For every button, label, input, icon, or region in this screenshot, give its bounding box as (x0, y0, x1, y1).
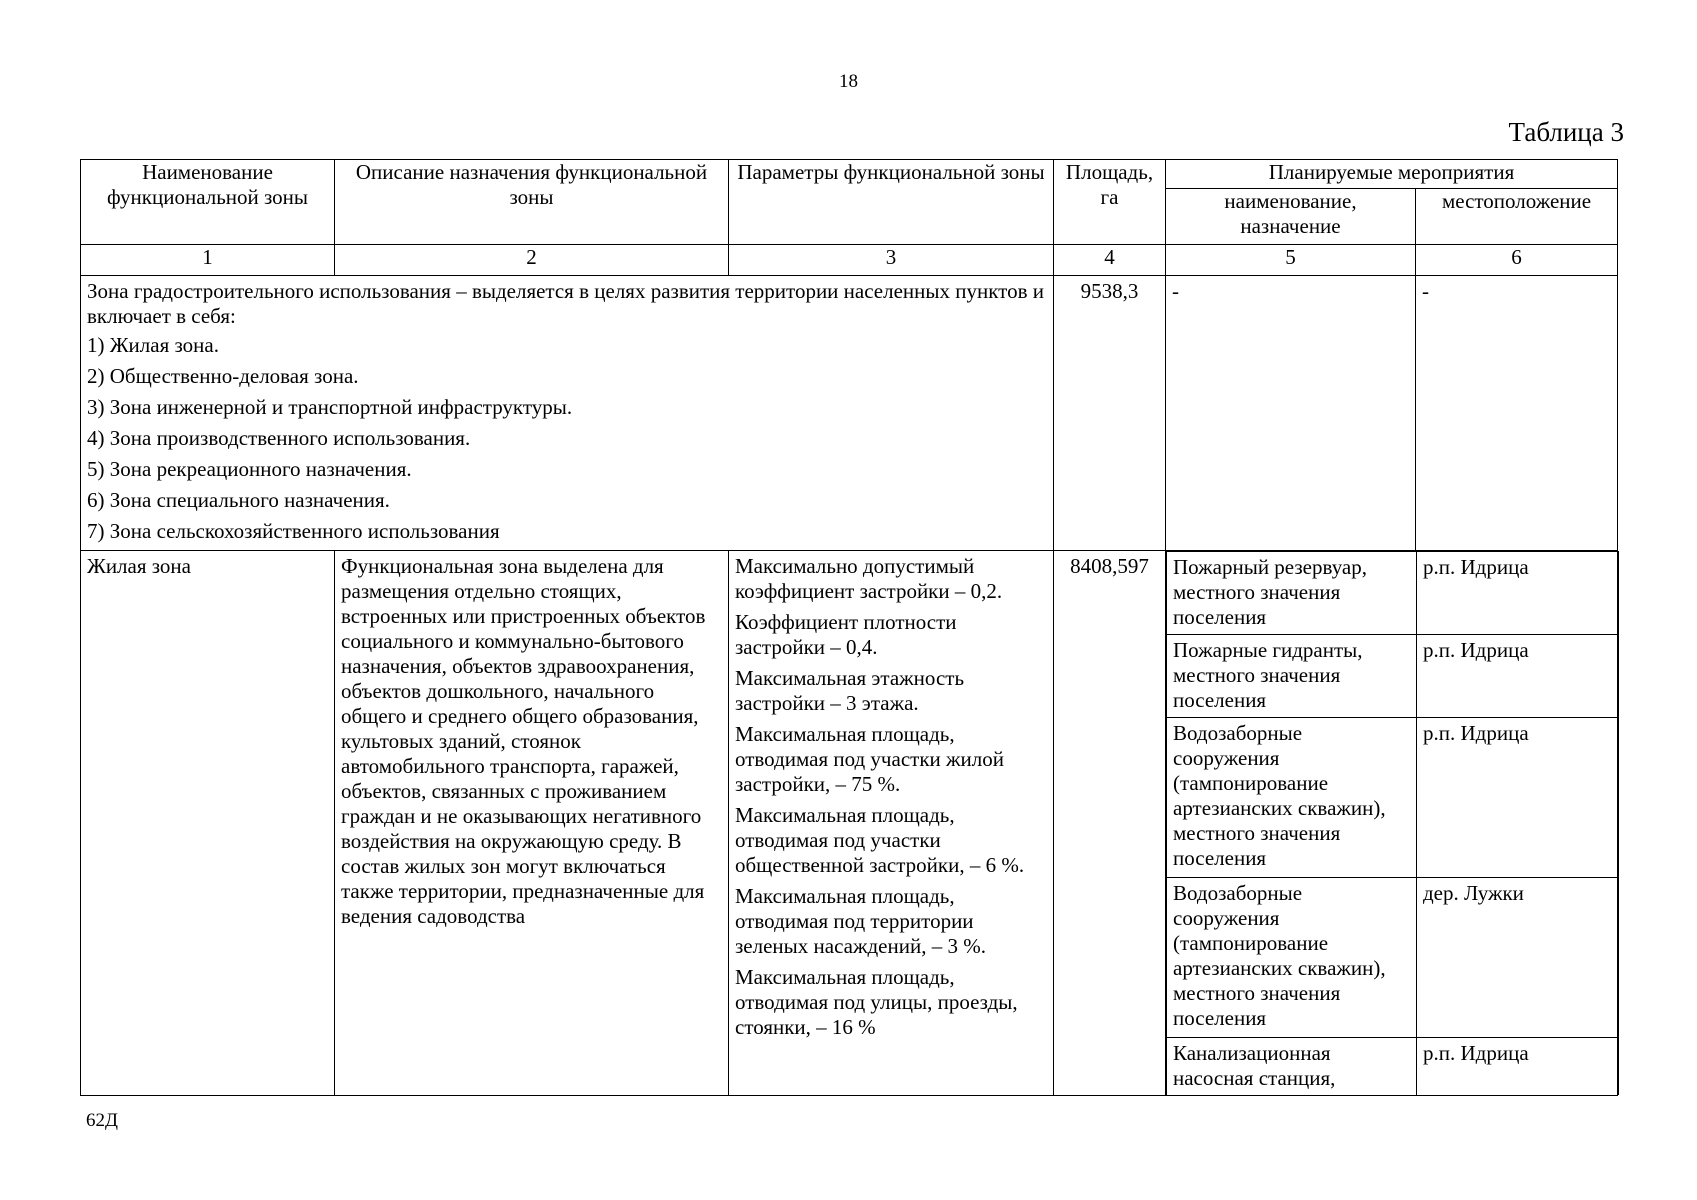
residential-zone-measures (1166, 551, 1618, 1096)
urban-zone-area: 9538,3 (1054, 276, 1166, 551)
measure-row (1167, 635, 1619, 718)
header-measure-location: местоположение (1416, 189, 1618, 245)
header-measure-name: наименование, назначение (1166, 189, 1416, 245)
column-number: 5 (1166, 245, 1416, 276)
measure-location: р.п. Идрица (1417, 635, 1619, 718)
column-number: 6 (1416, 245, 1618, 276)
zone-list-item: 5) Зона рекреационного назначения. (87, 457, 412, 481)
header-area: Площадь, га (1054, 160, 1166, 245)
column-number-row (81, 245, 1618, 276)
urban-zone-description (81, 276, 1054, 551)
parameter-item: Максимальная площадь, отводимая под участки жилой застройки, – 75 %. (735, 722, 1004, 796)
measure-location: р.п. Идрица (1417, 1038, 1619, 1096)
urban-zone-measure-name: - (1166, 276, 1416, 551)
residential-zone-name: Жилая зона (81, 551, 335, 1096)
zone-list-item: 2) Общественно-деловая зона. (87, 364, 359, 388)
header-planned-measures: Планируемые мероприятия (1166, 160, 1618, 189)
zone-list-item: 7) Зона сельскохозяйственного использования (87, 519, 500, 543)
measure-name: Водозаборные сооружения (тампонирование артезианских скважин), местного значения поселения (1167, 718, 1417, 878)
column-number: 1 (81, 245, 335, 276)
header-row (81, 160, 1618, 189)
residential-zone-row (81, 551, 1618, 1096)
column-number: 4 (1054, 245, 1166, 276)
measure-name: Водозаборные сооружения (тампонирование артезианских скважин), местного значения поселения (1167, 878, 1417, 1038)
measure-location: дер. Лужки (1417, 878, 1619, 1038)
urban-zone-lead: Зона градостроительного использования – выделяется в целях развития территории населенных пунктов и включает в себя: (87, 279, 1044, 328)
zone-list-item: 6) Зона специального назначения. (87, 488, 390, 512)
zone-list-item: 1) Жилая зона. (87, 333, 219, 357)
measure-name: Пожарные гидранты, местного значения поселения (1167, 635, 1417, 718)
measure-location: р.п. Идрица (1417, 718, 1619, 878)
residential-zone-area: 8408,597 (1054, 551, 1166, 1096)
measure-name: Канализационная насосная станция, (1167, 1038, 1417, 1096)
zone-list-item: 3) Зона инженерной и транспортной инфраструктуры. (87, 395, 573, 419)
measures-subtable (1166, 551, 1619, 1095)
parameter-item: Максимальная площадь, отводимая под территории зеленых насаждений, – 3 %. (735, 884, 986, 958)
column-number: 2 (335, 245, 729, 276)
functional-zones-table (80, 159, 1618, 1096)
header-zone-name: Наименование функциональной зоны (81, 160, 335, 245)
zone-list-item: 4) Зона производственного использования. (87, 426, 471, 450)
measure-row (1167, 878, 1619, 1038)
parameter-item: Максимальная площадь, отводимая под участки общественной застройки, – 6 %. (735, 803, 1025, 877)
urban-zone-row (81, 276, 1618, 551)
parameter-item: Максимально допустимый коэффициент застройки – 0,2. (735, 554, 1003, 603)
parameter-item: Коэффициент плотности застройки – 0,4. (735, 610, 957, 659)
measure-location: р.п. Идрица (1417, 552, 1619, 635)
header-parameters: Параметры функциональной зоны (729, 160, 1054, 245)
residential-zone-description: Функциональная зона выделена для размещения отдельно стоящих, встроенных или пристроенных объектов социального и коммунально-бытового назначения, объектов здравоохранения, объектов дошкольного, начального общего и среднего общего образования, культовых зданий, стоянок автомобильного транспорта, гаражей, объектов, связанных с проживанием граждан и не оказывающих негативного воздействия на окружающую среду. В состав жилых зон могут включаться также территории, предназначенные для ведения садоводства (335, 551, 729, 1096)
column-number: 3 (729, 245, 1054, 276)
measure-row (1167, 1038, 1619, 1096)
urban-zone-measure-location: - (1416, 276, 1618, 551)
header-description: Описание назначения функциональной зоны (335, 160, 729, 245)
footer-document-code: 62Д (86, 1110, 118, 1131)
table-caption: Таблица 3 (1508, 117, 1624, 147)
page-number: 18 (839, 71, 858, 92)
parameter-item: Максимальная этажность застройки – 3 этажа. (735, 666, 965, 715)
residential-zone-parameters (729, 551, 1054, 1096)
measure-row (1167, 552, 1619, 635)
measure-name: Пожарный резервуар, местного значения поселения (1167, 552, 1417, 635)
parameter-item: Максимальная площадь, отводимая под улицы, проезды, стоянки, – 16 % (735, 965, 1018, 1039)
measure-row (1167, 718, 1619, 878)
